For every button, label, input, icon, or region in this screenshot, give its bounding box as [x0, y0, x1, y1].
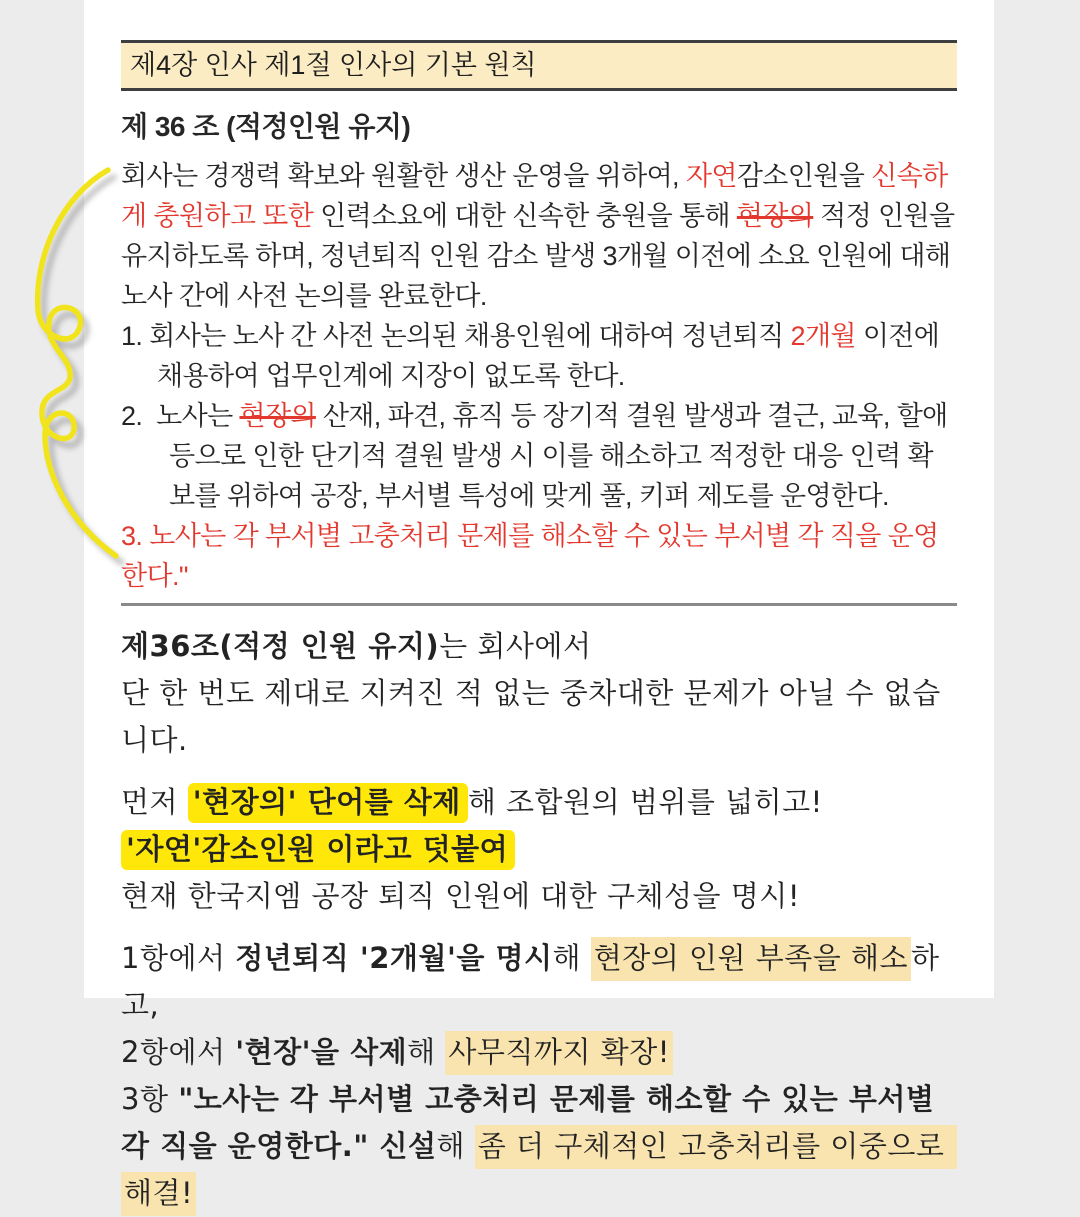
- commentary-line-1: [121, 623, 957, 670]
- text-segment: 해: [552, 941, 591, 975]
- article-paragraph: [121, 156, 962, 316]
- text-segment: 단 한 번도 제대로 지켜진 적 없는 중차대한 문제가 아닐 수 없습니다.: [121, 676, 941, 757]
- article-item-1: [121, 316, 957, 396]
- text-segment: 적정 인원을 유지하도록 하며, 정년퇴직 인원 감소 발생 3개월 이전에 소요 인원에 대해 노사 간에 사전 논의를 완료한다.: [121, 201, 962, 311]
- section-divider: [121, 603, 957, 606]
- text-segment: 감소인원을: [736, 161, 872, 191]
- article-item-2: [121, 396, 957, 516]
- text-segment: 2개월: [790, 321, 856, 351]
- text-segment: 사무직까지 확장!: [445, 1031, 672, 1075]
- text-segment: '자연'감소인원 이라고 덧붙여: [121, 830, 515, 870]
- text-segment: 정년퇴직 '2개월'을 명시: [235, 941, 553, 975]
- text-segment: 해: [407, 1035, 446, 1069]
- text-segment: 3. 노사는 각 부서별 고충처리 문제를 해소할 수 있는 부서별 각 직을 운영한다.": [121, 521, 939, 591]
- chapter-header: 제4장 인사 제1절 인사의 기본 원칙: [121, 40, 957, 91]
- text-segment: 해 조합원의 범위를 넓히고!: [467, 785, 823, 819]
- text-segment: 인력소요에 대한 신속한 충원을 통해: [313, 201, 737, 231]
- commentary-line-8: [121, 1076, 957, 1217]
- text-segment: 먼저: [121, 785, 188, 819]
- document-content: [121, 0, 962, 1217]
- text-segment: 좀 더 구체적인 고충처리를 이중으로 해결!: [121, 1125, 957, 1216]
- text-segment: 신속하게 충원하고 또한: [121, 161, 948, 231]
- text-segment: '현장'을 삭제: [235, 1035, 408, 1069]
- text-segment: 3항: [121, 1082, 179, 1116]
- commentary-line-2: [121, 670, 957, 764]
- commentary-section: [121, 623, 957, 1217]
- text-segment: 자연: [685, 161, 737, 191]
- text-segment: 현장의: [239, 401, 316, 431]
- text-segment: 해: [436, 1129, 475, 1163]
- text-segment: 현장의: [736, 201, 814, 231]
- text-segment: '현장의' 단어를 삭제: [188, 783, 468, 823]
- text-segment: 2. 노사는: [121, 401, 240, 431]
- text-segment: "노사는 각 부서별 고충처리 문제를 해소할 수 있는 부서별 각 직을 운영한다." 신설: [121, 1082, 945, 1163]
- commentary-line-5: [121, 873, 957, 920]
- text-segment: 하고,: [121, 941, 940, 1022]
- commentary-line-7: [121, 1029, 957, 1076]
- text-segment: 이전에 채용하여 업무인계에 지장이 없도록 한다.: [157, 321, 947, 391]
- text-segment: 2항에서: [121, 1035, 236, 1069]
- text-segment: 1. 회사는 노사 간 사전 논의된 채용인원에 대하여 정년퇴직: [121, 321, 791, 351]
- text-segment: 현장의 인원 부족을 해소: [591, 937, 911, 981]
- commentary-line-3: [121, 779, 957, 826]
- text-segment: 1항에서: [121, 941, 236, 975]
- text-segment: 제36조(적정 인원 유지): [121, 629, 440, 663]
- text-segment: 현재 한국지엠 공장 퇴직 인원에 대한 구체성을 명시!: [121, 879, 800, 913]
- text-segment: 는 회사에서: [439, 629, 592, 663]
- text-segment: 산재, 파견, 휴직 등 장기적 결원 발생과 결근, 교육, 할애 등으로 인한 단기적 결원 발생 시 이를 해소하고 적정한 대응 인력 확보를 위하여 공장, 부서별 특성에 맞게 풀, 키퍼 제도를 운영한다.: [169, 401, 955, 511]
- article-title: 제 36 조 (적정인원 유지): [121, 111, 411, 142]
- text-segment: 회사는 경쟁력 확보와 원활한 생산 운영을 위하여,: [121, 161, 686, 191]
- commentary-line-6: [121, 935, 957, 1029]
- article-item-3: [121, 516, 957, 596]
- commentary-line-4: [121, 826, 957, 873]
- document-sheet: [84, 0, 994, 1210]
